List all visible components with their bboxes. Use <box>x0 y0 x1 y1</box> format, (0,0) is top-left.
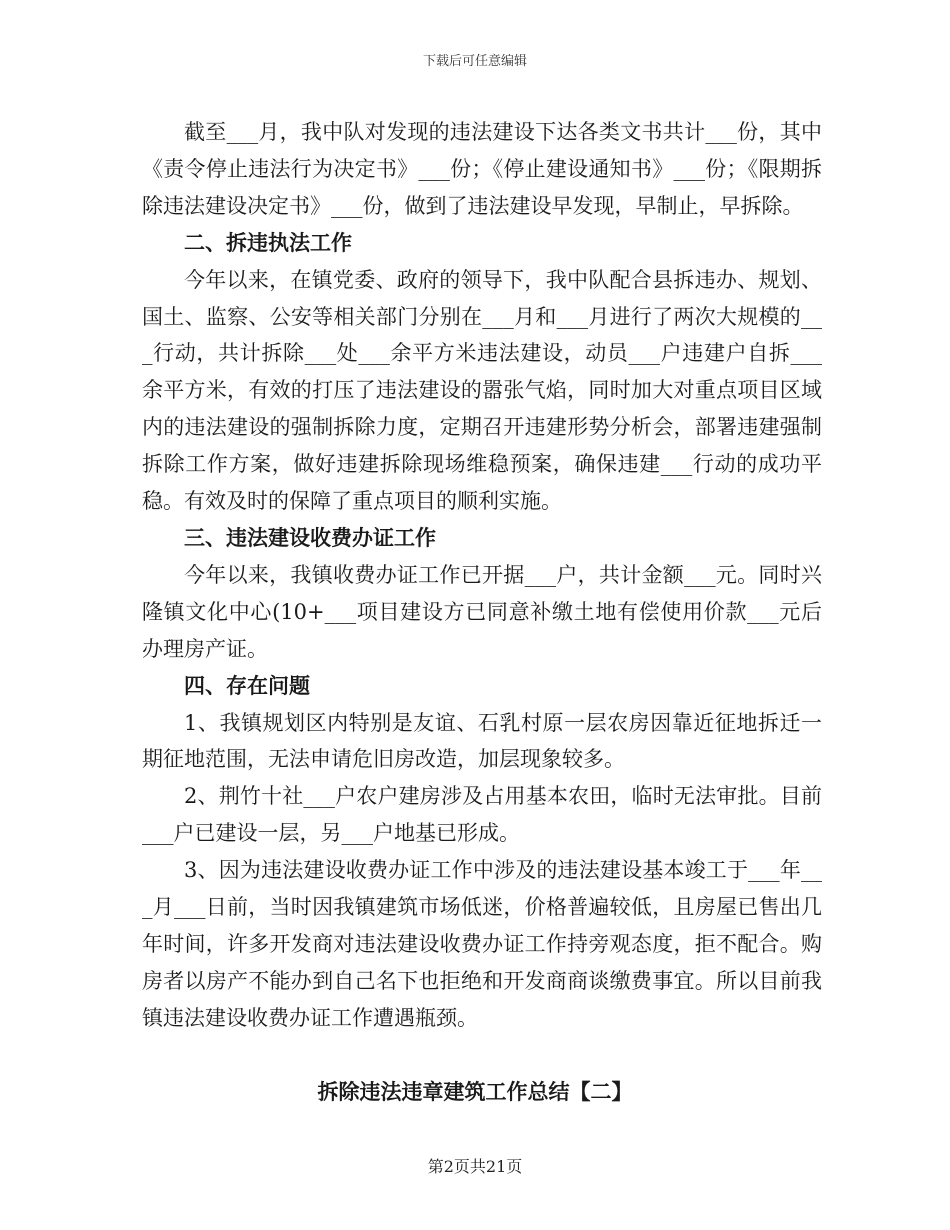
paragraph-documents-issued: 截至___月，我中队对发现的违法建设下达各类文书共计___份，其中《责令停止违法行为决定书》___份；《停止建设通知书》___份；《限期拆除违法建设决定书》___份，做到了违法建设早发现，早制止，早拆除。 <box>142 120 822 218</box>
section-title: 拆除违法违章建筑工作总结【二】 <box>317 1079 633 1104</box>
paragraph-problem-2: 2、荆竹十社___户农户建房涉及占用基本农田，临时无法审批。目前___户已建设一层，另___户地基已形成。 <box>142 784 822 846</box>
heading-demolition-enforcement: 二、拆违执法工作 <box>184 229 352 255</box>
page-header: 下载后可任意编辑 <box>422 54 527 69</box>
document-body <box>142 114 822 1037</box>
paragraph-problem-3: 3、因为违法建设收费办证工作中涉及的违法建设基本竣工于___年___月___日前，当时因我镇建筑市场低迷，价格普遍较低，且房屋已售出几年时间，许多开发商对违法建设收费办证工作持旁观态度，拒不配合。购房者以房产不能办到自己名下也拒绝和开发商商谈缴费事宜。所以目前我镇违法建设收费办证工作遭遇瓶颈。 <box>142 858 822 1030</box>
heading-fee-certification: 三、违法建设收费办证工作 <box>184 524 436 550</box>
paragraph-fee-certification: 今年以来，我镇收费办证工作已开据___户，共计金额___元。同时兴隆镇文化中心(10+___项目建设方已同意补缴土地有偿使用价款___元后办理房产证。 <box>142 562 822 661</box>
paragraph-demolition-enforcement: 今年以来，在镇党委、政府的领导下，我中队配合县拆违办、规划、国土、监察、公安等相关部门分别在___月和___月进行了两次大规模的___行动，共计拆除___处___余平方米违法建设，动员___户违建户自拆___余平方米，有效的打压了违法建设的嚣张气焰，同时加大对重点项目区域内的违法建设的强制拆除力度，定期召开违建形势分析会，部署违建强制拆除工作方案，做好违建拆除现场维稳预案，确保违建___行动的成功平稳。有效及时的保障了重点项目的顺利实施。 <box>142 267 822 514</box>
heading-existing-problems: 四、存在问题 <box>184 672 310 698</box>
paragraph-problem-1: 1、我镇规划区内特别是友谊、石乳村原一层农房因靠近征地拆迁一期征地范围，无法申请危旧房改造，加层现象较多。 <box>142 710 822 772</box>
page-footer: 第2页共21页 <box>427 1157 523 1176</box>
